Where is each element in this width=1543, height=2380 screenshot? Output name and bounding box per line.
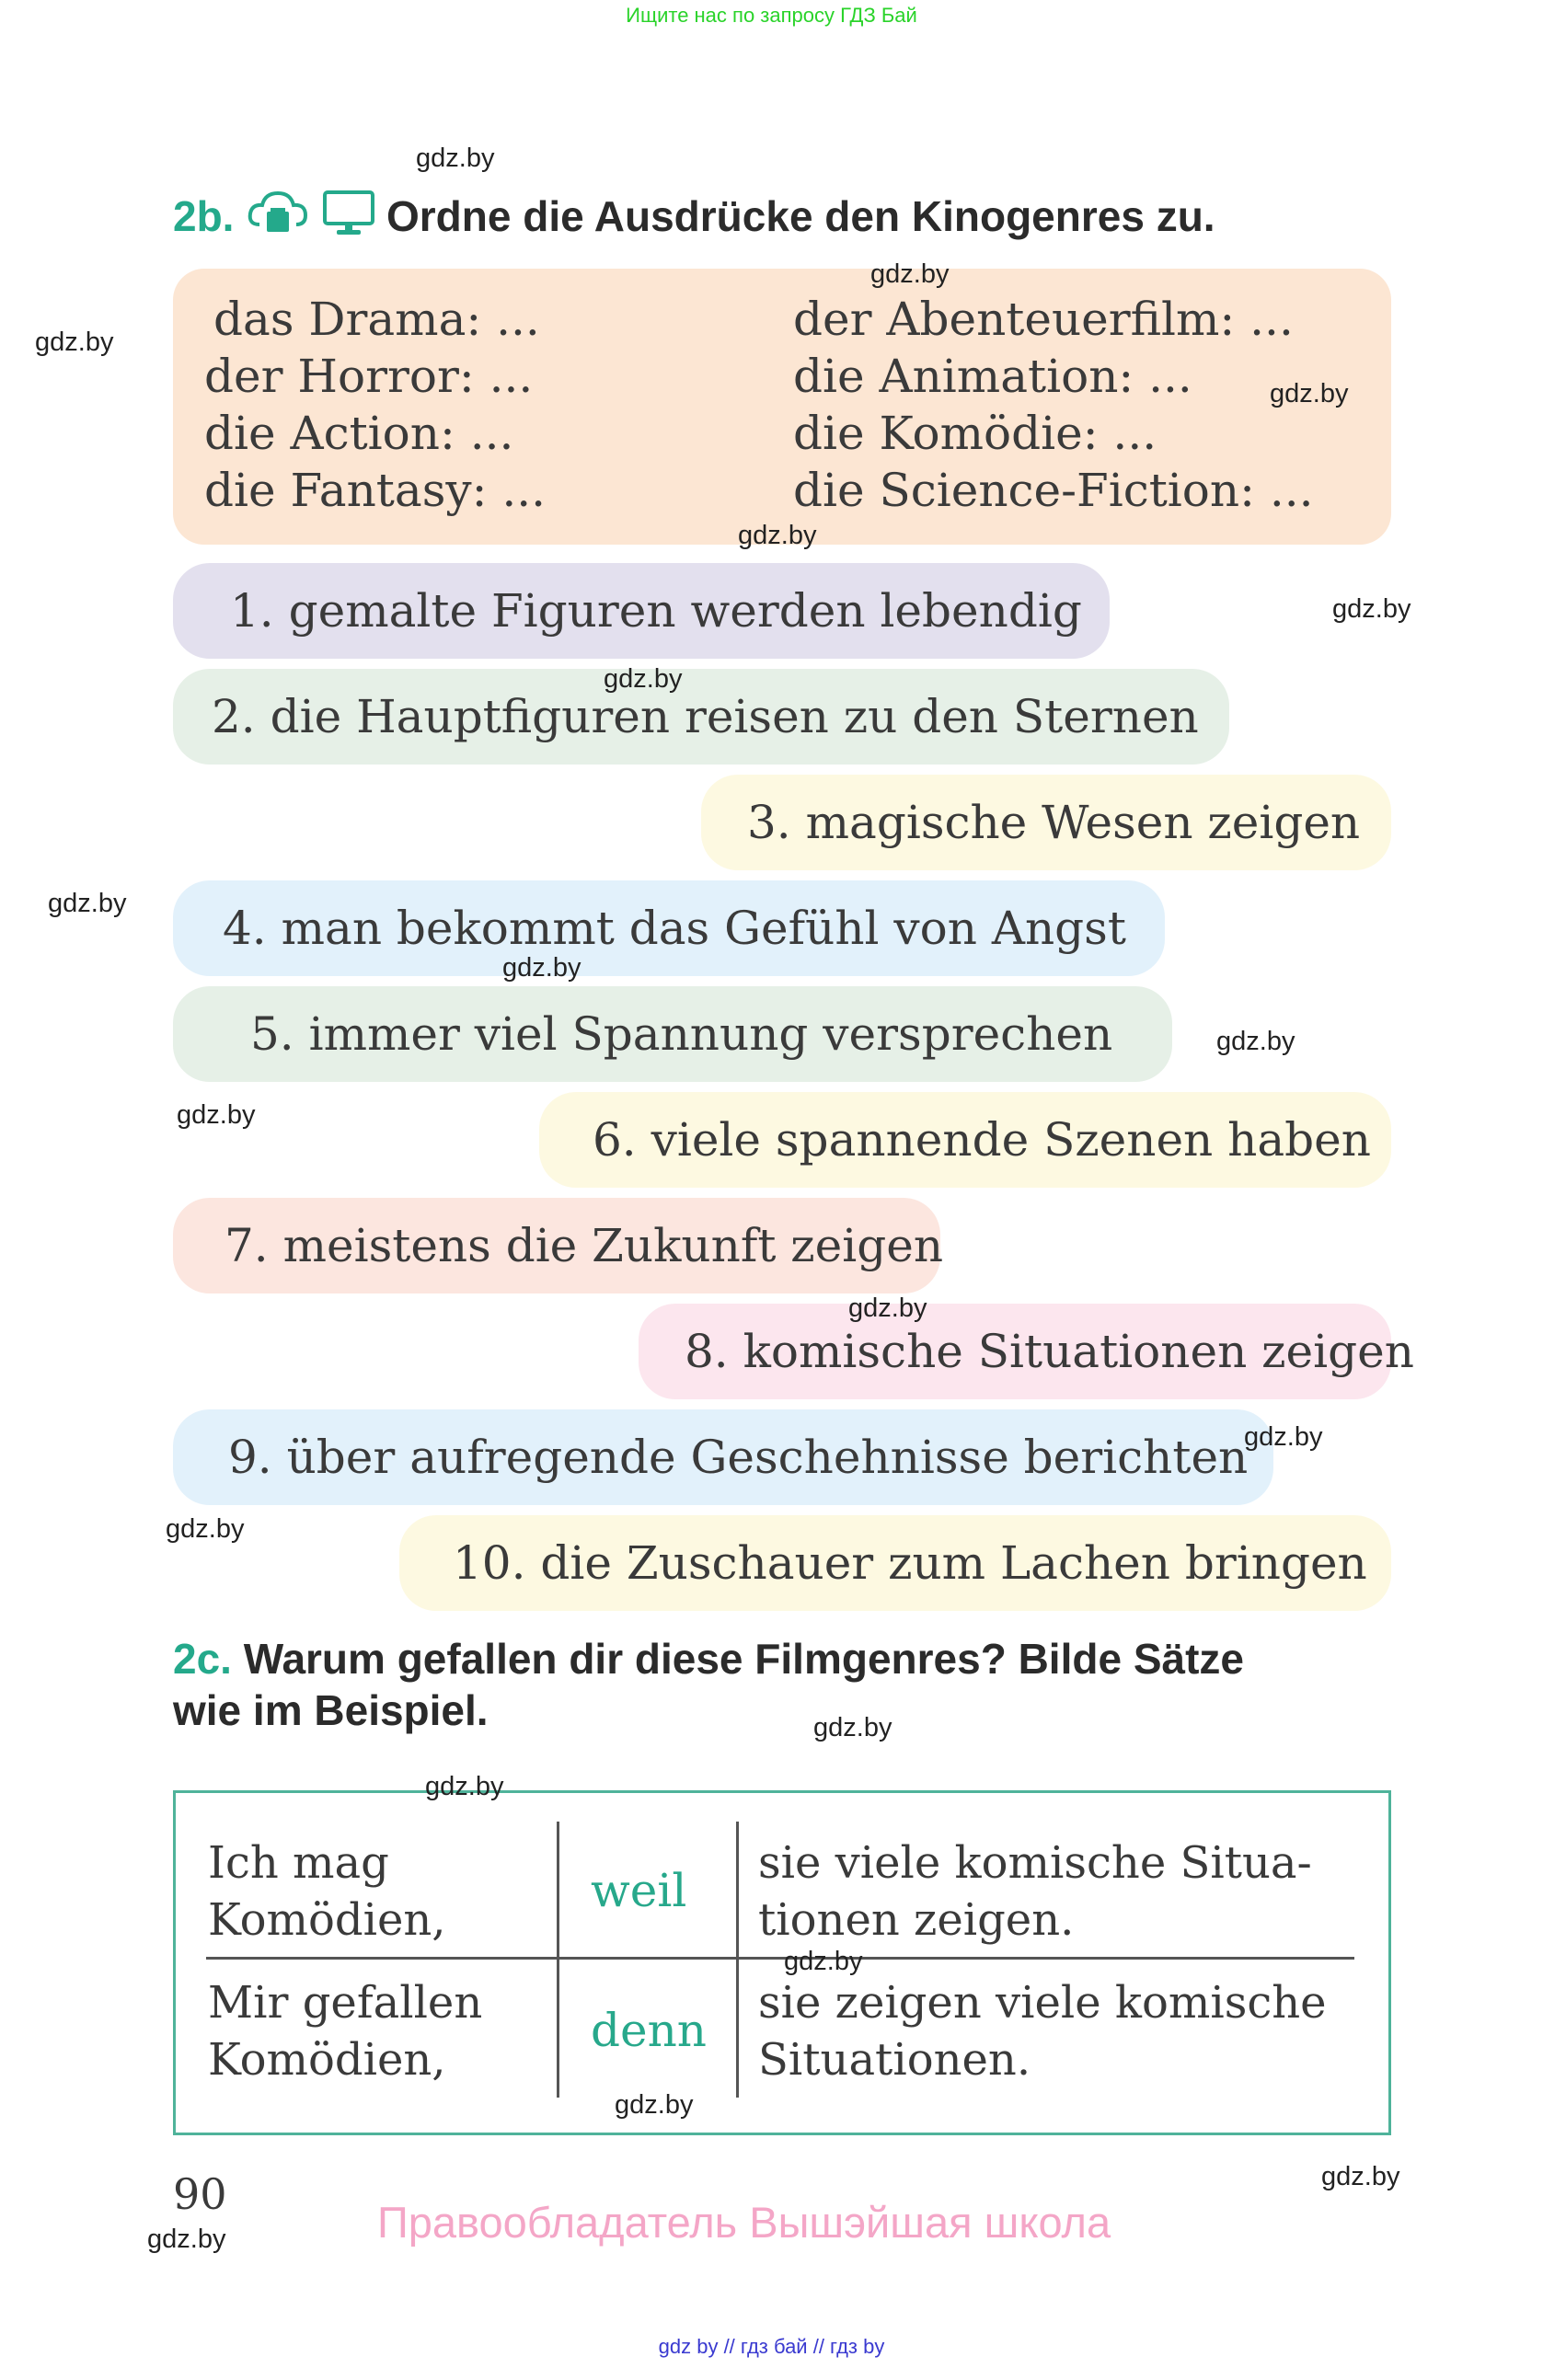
row2-conjunction: denn: [591, 2004, 708, 2057]
watermark: gdz.by: [425, 1772, 504, 1801]
phrase-5-text: 5. immer viel Spannung versprechen: [250, 1007, 1113, 1061]
phrase-10-text: 10. die Zuschauer zum Lachen bringen: [453, 1536, 1367, 1590]
phrase-4-text: 4. man bekommt das Gefühl von Angst: [223, 902, 1126, 955]
watermark: gdz.by: [502, 953, 582, 983]
watermark: gdz.by: [738, 521, 817, 550]
genre-fantasy: die Fantasy: ...: [204, 464, 547, 517]
page-number: 90: [173, 2169, 227, 2219]
phrase-2: [173, 669, 1229, 765]
row1-right-line1: sie viele komische Situa-: [758, 1837, 1312, 1889]
watermark: gdz.by: [784, 1947, 863, 1976]
phrase-6-text: 6. viele spannende Szenen haben: [593, 1113, 1371, 1167]
phrase-3-text: 3. magische Wesen zeigen: [747, 796, 1361, 849]
cloud-audio-icon: [247, 188, 309, 239]
watermark: gdz.by: [147, 2225, 226, 2254]
watermark: gdz.by: [604, 664, 683, 694]
row1-conjunction: weil: [591, 1864, 687, 1917]
genre-science-fiction: die Science-Fiction: ...: [793, 464, 1314, 517]
watermark: gdz.by: [1321, 2162, 1400, 2191]
phrase-10: [399, 1515, 1391, 1611]
row2-left: [208, 1974, 482, 2088]
table-divider-left: [557, 1822, 559, 2098]
phrase-8: [639, 1304, 1414, 1399]
phrase-1: [173, 563, 1110, 659]
watermark: gdz.by: [813, 1713, 892, 1742]
phrase-8-text: 8. komische Situationen zeigen: [685, 1325, 1414, 1378]
exercise-2c-heading-line2: wie im Beispiel.: [173, 1686, 489, 1734]
phrase-1-text: 1. gemalte Figuren werden lebendig: [230, 584, 1082, 638]
genre-action: die Action: ...: [204, 407, 514, 460]
row1-right-line2: tionen zeigen.: [758, 1894, 1075, 1946]
exercise-2b-heading: [173, 191, 234, 241]
exercise-2c-number: 2c.: [173, 1635, 232, 1683]
footer-links: gdz by // гдз бай // гдз by: [658, 2335, 885, 2358]
phrase-7-text: 7. meistens die Zukunft zeigen: [225, 1219, 944, 1272]
phrase-7: [173, 1198, 944, 1293]
watermark: gdz.by: [1244, 1422, 1323, 1452]
exercise-2c-heading-line1: [173, 1634, 1244, 1684]
phrase-9: [173, 1409, 1273, 1505]
phrase-3: [701, 775, 1391, 870]
genre-drama: das Drama: ...: [213, 293, 540, 346]
watermark: gdz.by: [1332, 594, 1411, 624]
watermark: gdz.by: [35, 328, 114, 357]
watermark: gdz.by: [1216, 1027, 1295, 1056]
top-search-note: Ищите нас по запросу ГДЗ Бай: [626, 4, 917, 27]
phrase-6: [539, 1092, 1391, 1188]
genre-animation: die Animation: ...: [793, 350, 1192, 403]
watermark: gdz.by: [177, 1100, 256, 1130]
monitor-icon: [322, 190, 375, 237]
phrase-4: [173, 880, 1165, 976]
row2-right: [758, 1974, 1327, 2088]
row1-right: [758, 1834, 1312, 1949]
watermark: gdz.by: [416, 144, 495, 173]
table-row-divider: [206, 1957, 1354, 1960]
watermark: gdz.by: [615, 2090, 694, 2120]
exercise-2b-number: 2b.: [173, 192, 235, 240]
phrase-5: [173, 986, 1172, 1082]
row2-left-line2: Komödien,: [208, 2034, 446, 2086]
row1-left: [208, 1834, 446, 1949]
genre-abenteuerfilm: der Abenteuerfilm: ...: [793, 293, 1294, 346]
watermark: gdz.by: [1270, 379, 1349, 408]
exercise-2c-title: Warum gefallen dir diese Filmgenres? Bilde Sätze: [243, 1635, 1244, 1683]
row2-right-line2: Situationen.: [758, 2034, 1031, 2086]
table-divider-right: [736, 1822, 739, 2098]
genre-komoedie: die Komödie: ...: [793, 407, 1157, 460]
genre-horror: der Horror: ...: [204, 350, 534, 403]
phrase-9-text: 9. über aufregende Geschehnisse berichten: [228, 1431, 1249, 1484]
watermark: gdz.by: [166, 1514, 245, 1544]
phrase-2-text: 2. die Hauptfiguren reisen zu den Sternen: [212, 690, 1199, 743]
exercise-2b-title: Ordne die Ausdrücke den Kinogenres zu.: [386, 192, 1215, 240]
watermark: gdz.by: [848, 1293, 927, 1323]
row2-left-line1: Mir gefallen: [208, 1977, 483, 2029]
watermark: gdz.by: [870, 259, 950, 289]
copyright-holder: Правообладатель Вышэйшая школа: [377, 2198, 1111, 2247]
row1-left-line2: Komödien,: [208, 1894, 446, 1946]
row1-left-line1: Ich mag: [208, 1837, 389, 1889]
row2-right-line1: sie zeigen viele komische: [758, 1977, 1327, 2029]
watermark: gdz.by: [48, 889, 127, 918]
